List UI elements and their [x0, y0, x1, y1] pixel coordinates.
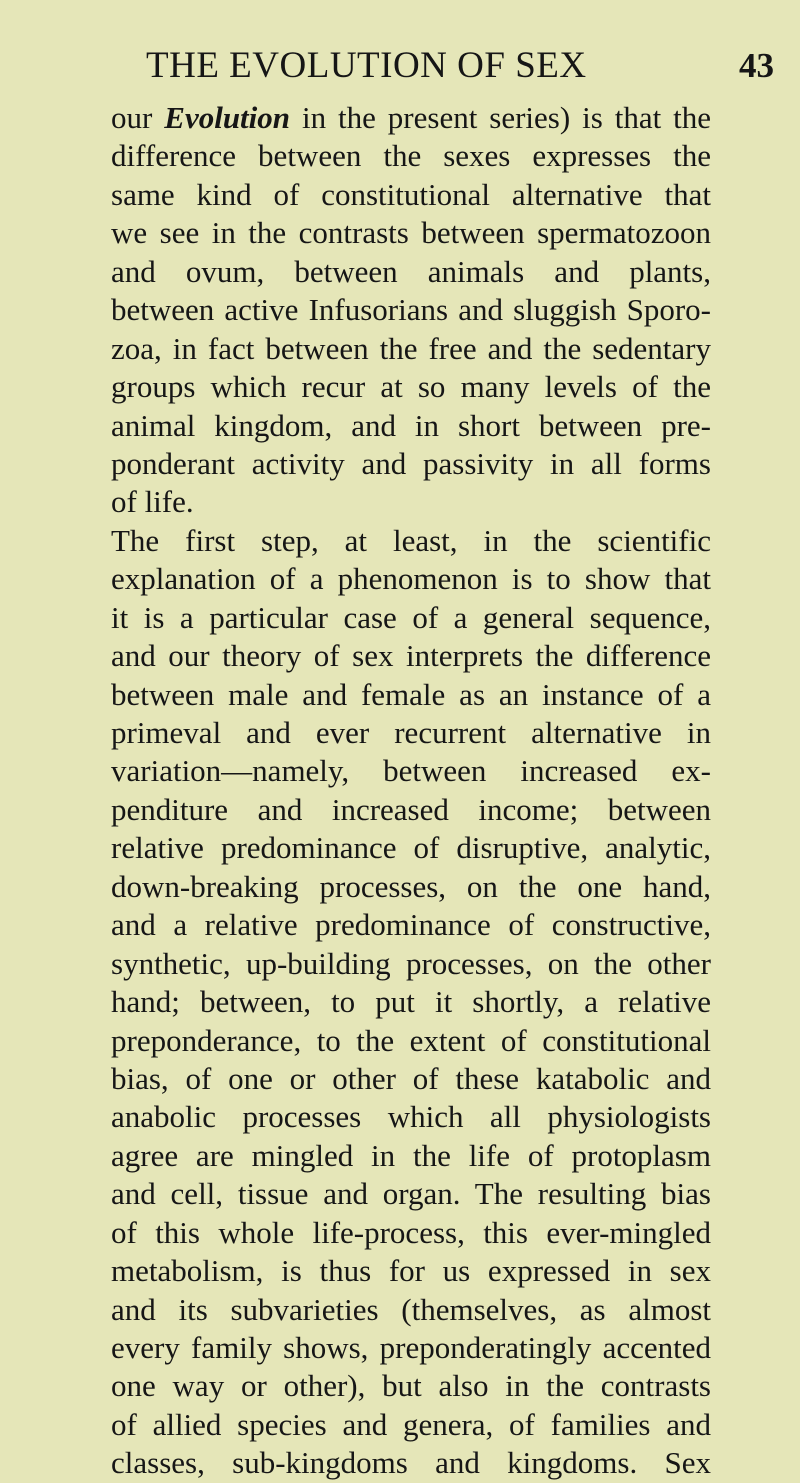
- text-line: anabolic processes which all physiologists: [111, 1099, 711, 1135]
- text-line: and ovum, between animals and plants,: [111, 253, 711, 289]
- text-line: preponderance, to the extent of constitutional: [111, 1022, 711, 1058]
- text-line: groups which recur at so many levels of the: [111, 369, 711, 405]
- text-line: ponderant activity and passivity in all forms: [111, 445, 711, 481]
- text-line: down-breaking processes, on the one hand,: [111, 868, 711, 904]
- text-line: agree are mingled in the life of protoplasm: [111, 1137, 711, 1173]
- text-line: between male and female as an instance of a: [111, 676, 711, 712]
- text-line: between active Infusorians and sluggish Sporo-: [111, 292, 711, 328]
- text-line: penditure and increased income; between: [111, 791, 711, 827]
- text-line: bias, of one or other of these katabolic and: [111, 1060, 711, 1096]
- text-line: hand; between, to put it shortly, a relative: [111, 984, 711, 1020]
- text-line: it is a particular case of a general sequence,: [111, 599, 711, 635]
- text-line: metabolism, is thus for us expressed in sex: [111, 1253, 711, 1289]
- text-line: and a relative predominance of constructive,: [111, 907, 711, 943]
- running-head: [106, 44, 786, 88]
- text-line: and cell, tissue and organ. The resulting bias: [111, 1176, 711, 1212]
- text-line: of allied species and genera, of families and: [111, 1406, 711, 1442]
- text-line: and its subvarieties (themselves, as almost: [111, 1291, 711, 1327]
- text-line: and our theory of sex interprets the difference: [111, 638, 711, 674]
- text-line: one way or other), but also in the contrasts: [111, 1368, 711, 1404]
- text-line: we see in the contrasts between spermatozoon: [111, 215, 711, 251]
- text-line: zoa, in fact between the free and the sedentary: [111, 330, 711, 366]
- text-line-paragraph-start: The first step, at least, in the scientific: [111, 522, 711, 558]
- page-number: 43: [739, 46, 774, 85]
- text-line: primeval and ever recurrent alternative in: [111, 715, 711, 750]
- text-line: synthetic, up-building processes, on the other: [111, 945, 711, 981]
- body-text: [111, 99, 711, 1483]
- text-line: difference between the sexes expresses the: [111, 138, 711, 174]
- text-line-paragraph-end: of life.: [111, 484, 194, 520]
- italic-title: Evolution: [164, 100, 291, 135]
- text-line: classes, sub-kingdoms and kingdoms. Sex: [111, 1445, 711, 1481]
- text-line: variation—namely, between increased ex-: [111, 753, 711, 789]
- text-line: explanation of a phenomenon is to show that: [111, 561, 711, 597]
- running-head-title: THE EVOLUTION OF SEX: [146, 45, 587, 86]
- text-line: of this whole life-process, this ever-mingled: [111, 1214, 711, 1250]
- text-line: relative predominance of disruptive, analytic,: [111, 830, 711, 866]
- text-line: our Evolution in the present series) is that the: [111, 100, 711, 135]
- text-line: every family shows, preponderatingly accented: [111, 1330, 711, 1365]
- text-line: same kind of constitutional alternative that: [111, 176, 711, 212]
- text-line: animal kingdom, and in short between pre-: [111, 407, 711, 443]
